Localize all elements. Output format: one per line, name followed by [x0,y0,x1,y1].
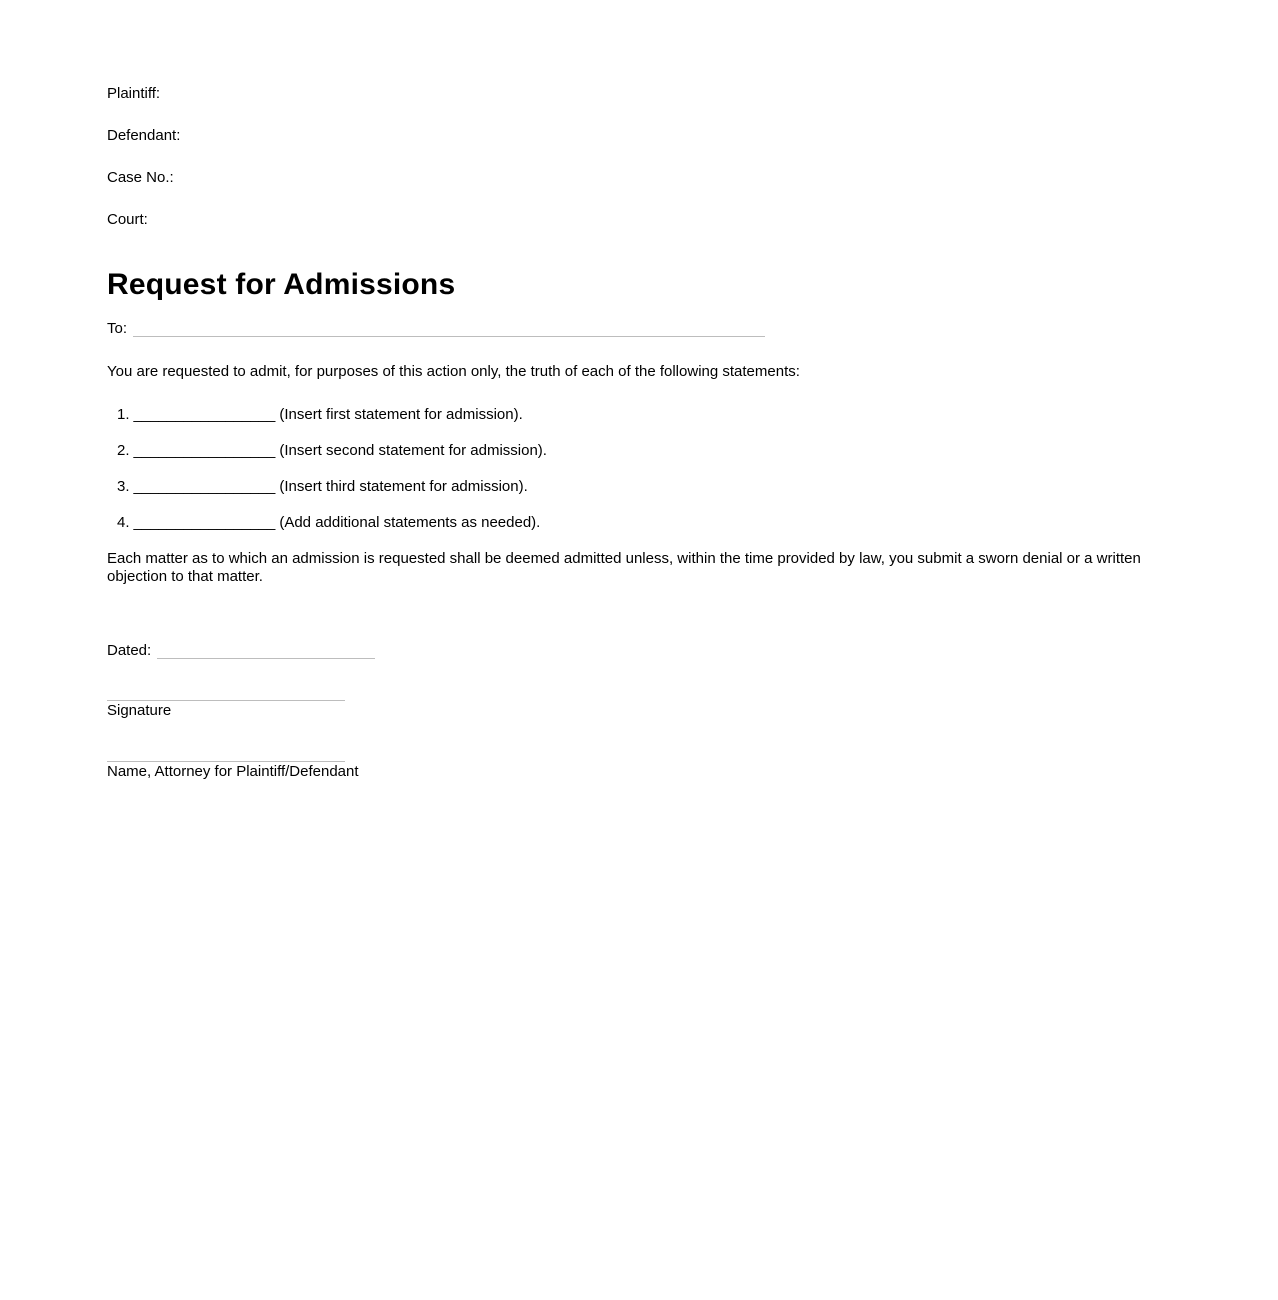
signature-section [107,700,345,720]
attorney-name-section [107,761,359,781]
statements-list [107,406,1157,531]
plaintiff-label: Plaintiff: [107,85,161,102]
statement-blank-line[interactable]: _________________ [133,514,276,531]
defendant-label: Defendant: [107,127,181,144]
statement-blank-line[interactable]: _________________ [133,406,276,423]
signature-label: Signature [107,702,172,719]
statement-blank-line[interactable]: _________________ [133,442,276,459]
case-no-row [107,169,1157,186]
case-no-label: Case No.: [107,169,174,186]
notice-paragraph: Each matter as to which an admission is requested shall be deemed admitted unless, within the time provided by law, you submit a sworn denial or a written objection to that matter. [107,550,1141,585]
page-title: Request for Admissions [107,268,456,301]
statement-item [107,514,1157,531]
statement-number: 2. [117,442,130,459]
attorney-name-label: Name, Attorney for Plaintiff/Defendant [107,763,359,780]
intro-paragraph: You are requested to admit, for purposes of this action only, the truth of each of the following statements: [107,363,800,380]
defendant-row [107,127,1157,144]
statement-blank-line[interactable]: _________________ [133,478,276,495]
to-label: To: [107,320,128,337]
statement-number: 1. [117,406,130,423]
statement-item [107,406,1157,423]
court-row [107,211,1157,228]
statement-item [107,478,1157,495]
statement-hint: (Insert third statement for admission). [279,478,528,495]
statement-hint: (Add additional statements as needed). [279,514,541,531]
dated-row [107,642,1157,659]
statement-hint: (Insert second statement for admission). [279,442,547,459]
statement-hint: (Insert first statement for admission). [279,406,523,423]
dated-label: Dated: [107,642,152,659]
statement-number: 4. [117,514,130,531]
to-row [107,320,1157,337]
court-label: Court: [107,211,148,228]
to-blank-line[interactable] [133,321,765,337]
statement-number: 3. [117,478,130,495]
statement-item [107,442,1157,459]
dated-blank-line[interactable] [157,643,375,659]
plaintiff-row [107,85,1157,102]
